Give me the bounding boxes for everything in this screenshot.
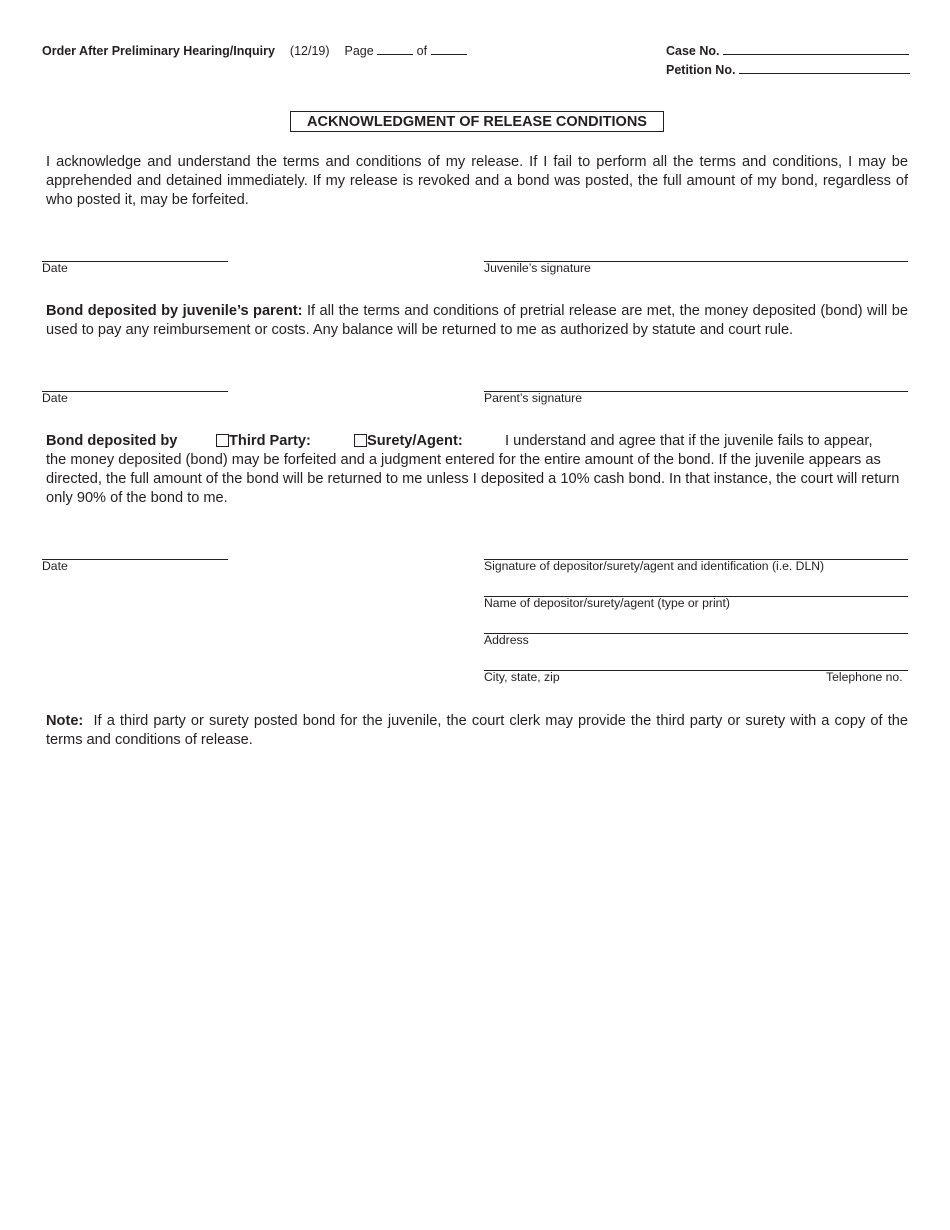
- address-label: Address: [484, 633, 529, 647]
- case-no-field[interactable]: [723, 43, 909, 55]
- page-number-field[interactable]: [377, 43, 413, 55]
- form-version: (12/19): [289, 44, 330, 58]
- petition-no-label: Petition No.: [666, 63, 736, 77]
- juvenile-date-label: Date: [42, 261, 68, 275]
- city-label: City, state, zip: [484, 670, 560, 684]
- page-total-field[interactable]: [431, 43, 467, 55]
- note-paragraph: [46, 712, 913, 750]
- parent-signature-label: Parent’s signature: [484, 391, 583, 405]
- third-party-checkbox[interactable]: [216, 434, 229, 447]
- section-title: ACKNOWLEDGMENT OF RELEASE CONDITIONS: [290, 111, 664, 132]
- parent-bond-text: If all the terms and conditions of pretrial release are met, the money deposited (bond) will be used to pay any reimbursement or costs. Any balance will be returned to me as authorized by statute and court rule.: [46, 303, 908, 338]
- surety-agent-option[interactable]: [354, 432, 463, 451]
- third-party-label: Third Party:: [229, 433, 311, 449]
- depositor-name-label: Name of depositor/surety/agent (type or print): [484, 596, 730, 610]
- of-label: of: [416, 44, 428, 58]
- case-no-row: [666, 43, 909, 58]
- form-header-left: [42, 43, 467, 58]
- third-party-bond-text-rest: the money deposited (bond) may be forfeited and a judgment entered for the entire amount of the bond. If the juvenile appears as directed, the full amount of the bond will be returned to me unless I deposited a 10% cash bond. In that instance, the court will return only 90% of the bond to me.: [46, 452, 900, 506]
- case-no-label: Case No.: [666, 44, 720, 58]
- third-party-bond-heading: Bond deposited by: [46, 433, 178, 449]
- acknowledgment-paragraph: I acknowledge and understand the terms and conditions of my release. If I fail to perform all the terms and conditions, I may be apprehended and detained immediately. If my release is revoked and a bond was posted, the full amount of my bond, regardless of who posted it, may be forfeited.: [46, 154, 908, 208]
- parent-bond-paragraph: [46, 302, 908, 340]
- note-text: If a third party or surety posted bond for the juvenile, the court clerk may provide the third party or surety with a copy of the terms and conditions of release.: [46, 713, 913, 748]
- petition-no-row: [666, 62, 910, 77]
- parent-date-line[interactable]: [42, 391, 228, 392]
- juvenile-date-line[interactable]: [42, 261, 228, 262]
- address-line[interactable]: [484, 633, 908, 634]
- depositor-date-label: Date: [42, 559, 68, 573]
- telephone-label: Telephone no.: [826, 670, 903, 684]
- form-title: Order After Preliminary Hearing/Inquiry: [42, 44, 275, 58]
- parent-date-label: Date: [42, 391, 68, 405]
- third-party-option[interactable]: [216, 432, 311, 451]
- parent-bond-heading: Bond deposited by juvenile’s parent:: [46, 303, 303, 319]
- page-label: Page: [344, 44, 374, 58]
- depositor-date-line[interactable]: [42, 559, 228, 560]
- petition-no-field[interactable]: [739, 62, 910, 74]
- juvenile-signature-label: Juvenile’s signature: [484, 261, 591, 275]
- surety-agent-checkbox[interactable]: [354, 434, 367, 447]
- note-heading: Note:: [46, 713, 84, 729]
- surety-agent-label: Surety/Agent:: [367, 433, 463, 449]
- third-party-bond-paragraph: [46, 432, 908, 508]
- depositor-signature-label: Signature of depositor/surety/agent and identification (i.e. DLN): [484, 559, 825, 573]
- third-party-bond-text-first: I understand and agree that if the juvenile fails to appear,: [505, 433, 873, 449]
